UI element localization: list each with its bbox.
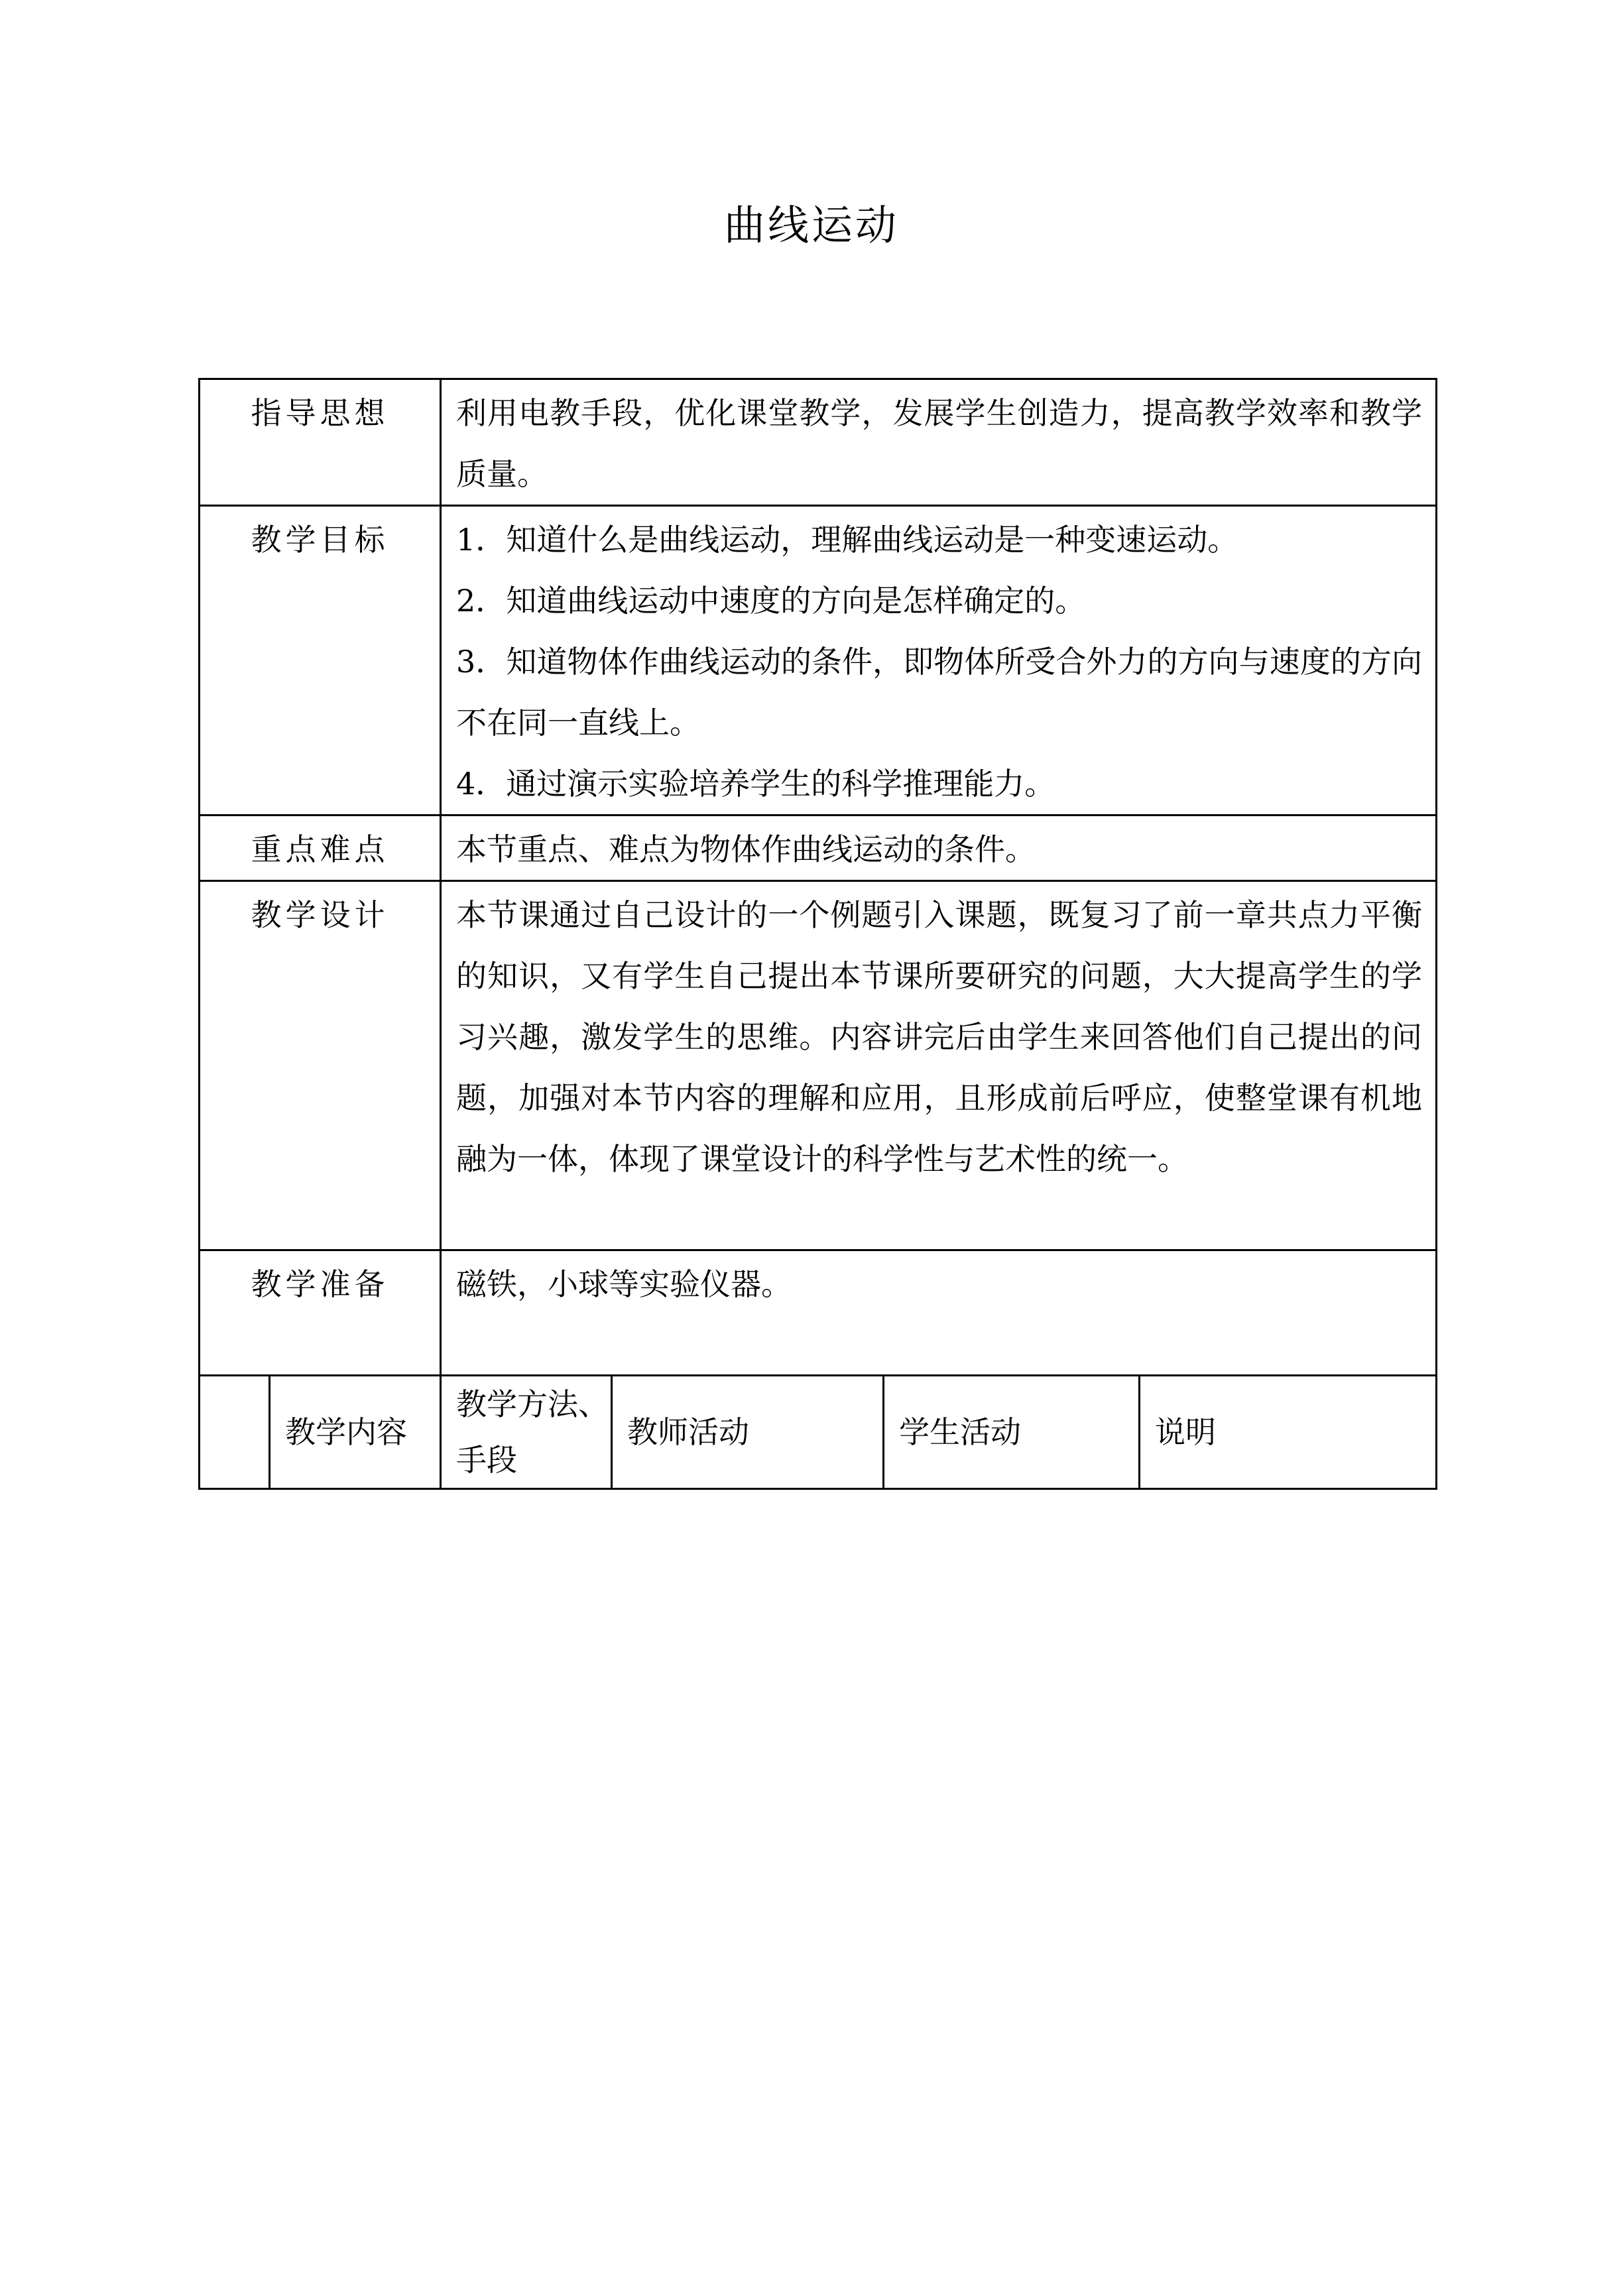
column-header-content: 教学内容 xyxy=(270,1376,441,1489)
page-title: 曲线运动 xyxy=(723,201,899,249)
table-row-guiding-idea xyxy=(200,379,1437,506)
label-teaching-goals: 教学目标 xyxy=(200,506,441,816)
content-key-points xyxy=(441,816,1437,881)
key-points-text: 本节重点、难点为物体作曲线运动的条件。 xyxy=(456,831,1036,867)
content-guiding-idea xyxy=(441,379,1437,506)
label-teaching-preparation: 教学准备 xyxy=(200,1250,441,1376)
guiding-idea-text: 利用电教手段，优化课堂教学，发展学生创造力，提高教学效率和教学质量。 xyxy=(456,395,1422,492)
content-teaching-goals xyxy=(441,506,1437,816)
goal-item-3: 3．知道物体作曲线运动的条件，即物体所受合外力的方向与速度的方向不在同一直线上。 xyxy=(456,644,1422,741)
column-header-student-activity: 学生活动 xyxy=(884,1376,1140,1489)
table-row-teaching-goals xyxy=(200,506,1437,816)
content-teaching-preparation xyxy=(441,1250,1437,1376)
teaching-design-text: 本节课通过自己设计的一个例题引入课题，既复习了前一章共点力平衡的知识，又有学生自己提出本节课所要研究的问题，大大提高学生的学习兴趣，激发学生的思维。内容讲完后由学生来回答他们自己提出的问题，加强对本节内容的理解和应用，且形成前后呼应，使整堂课有机地融为一体，体现了课堂设计的科学性与艺术性的统一。 xyxy=(456,897,1422,1177)
goal-item-4: 4．通过演示实验培养学生的科学推理能力。 xyxy=(456,766,1055,802)
lesson-plan-table xyxy=(198,378,1437,1490)
goal-item-2: 2．知道曲线运动中速度的方向是怎样确定的。 xyxy=(456,583,1086,619)
column-header-blank xyxy=(200,1376,270,1489)
content-teaching-design xyxy=(441,881,1437,1250)
label-teaching-design: 教学设计 xyxy=(200,881,441,1250)
table-row-teaching-design xyxy=(200,881,1437,1250)
label-key-points: 重点难点 xyxy=(200,816,441,881)
column-header-notes: 说明 xyxy=(1140,1376,1437,1489)
column-header-teacher-activity: 教师活动 xyxy=(612,1376,884,1489)
teaching-preparation-text: 磁铁，小球等实验仪器。 xyxy=(456,1266,792,1302)
label-guiding-idea: 指导思想 xyxy=(200,379,441,506)
column-header-methods: 教学方法、手段 xyxy=(441,1376,612,1489)
table-row-key-points xyxy=(200,816,1437,881)
goal-item-1: 1．知道什么是曲线运动，理解曲线运动是一种变速运动。 xyxy=(456,522,1238,558)
table-header-row xyxy=(200,1376,1437,1489)
table-row-teaching-preparation xyxy=(200,1250,1437,1376)
